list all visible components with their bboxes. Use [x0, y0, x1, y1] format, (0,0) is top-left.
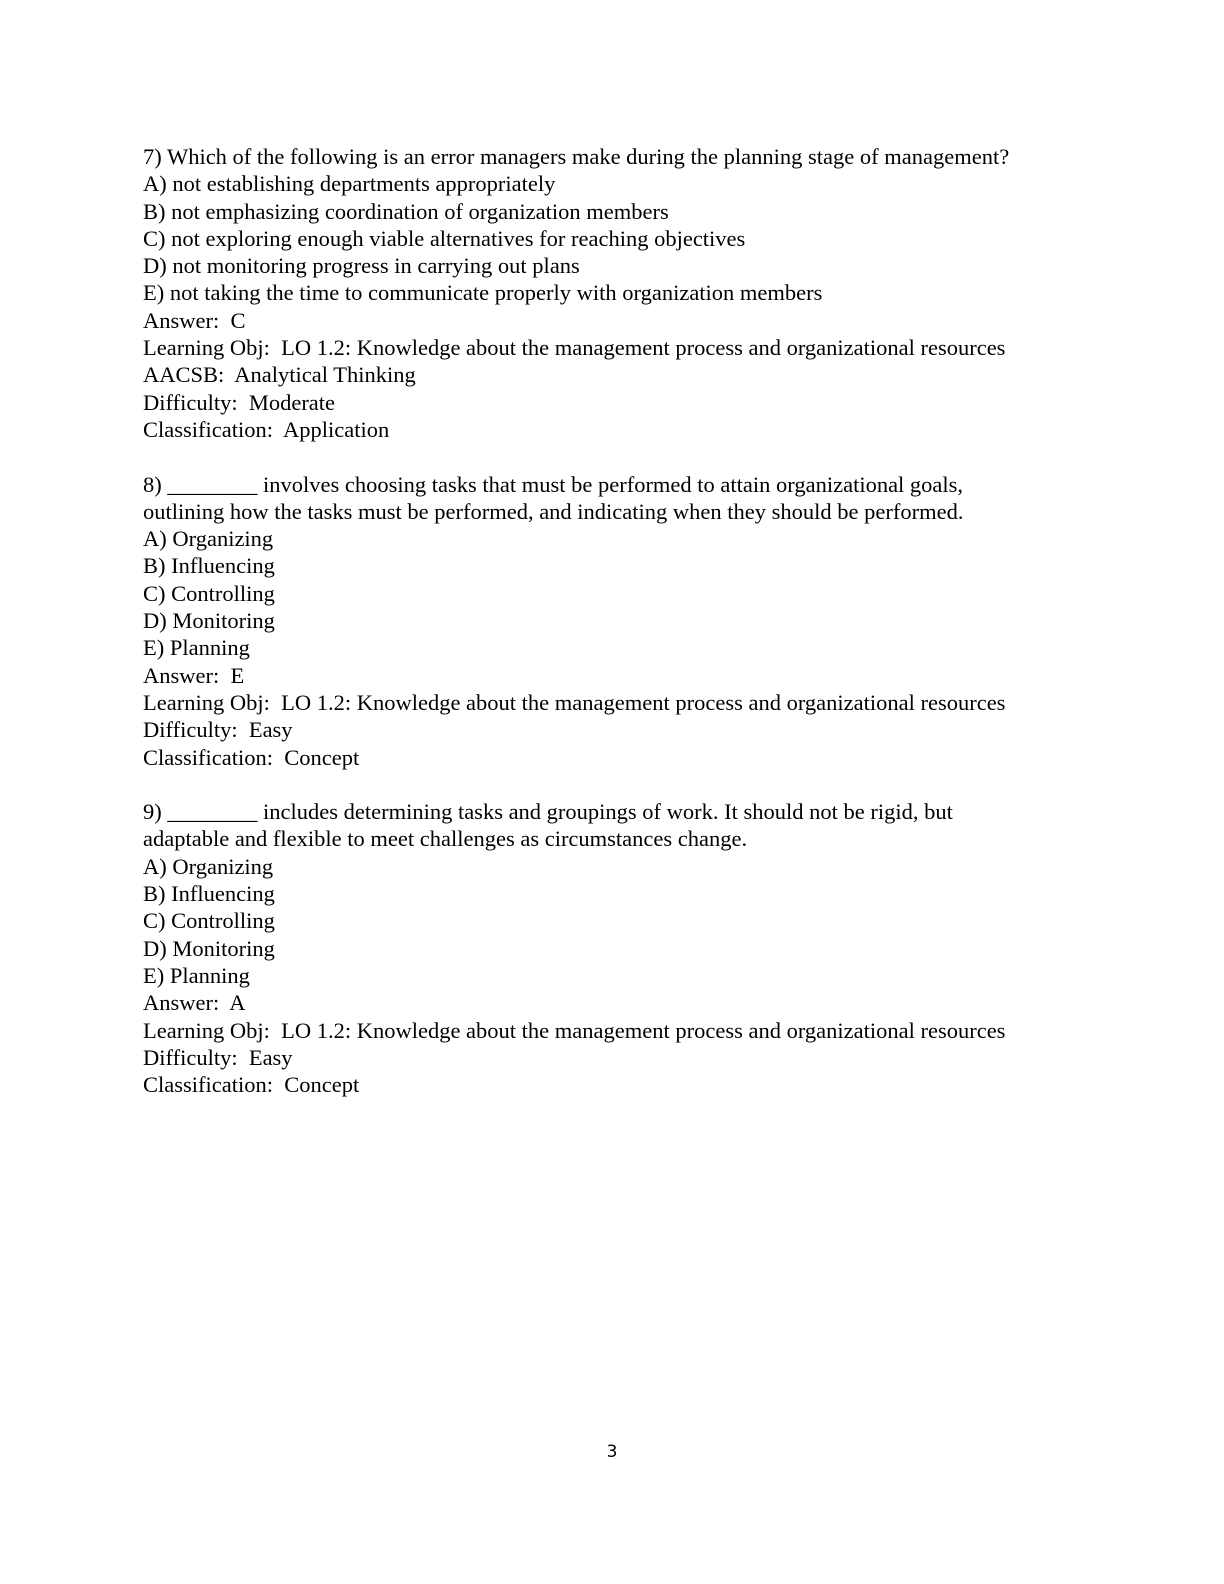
question-meta: Classification: Concept [143, 744, 360, 770]
answer-option: D) Monitoring [143, 935, 275, 961]
question-meta: Learning Obj: LO 1.2: Knowledge about the management process and organizational resources [143, 335, 1006, 361]
answer-option: D) not monitoring progress in carrying out plans [143, 253, 580, 279]
question-meta: Answer: E [143, 662, 245, 688]
question-stem: 8) ________ involves choosing tasks that must be performed to attain organizational goals, [143, 471, 964, 497]
question-block [143, 471, 1103, 771]
question-meta: Difficulty: Easy [143, 1044, 293, 1070]
question-stem: 9) ________ includes determining tasks and groupings of work. It should not be rigid, but [143, 799, 953, 825]
answer-option: E) not taking the time to communicate properly with organization members [143, 280, 823, 306]
answer-option: B) not emphasizing coordination of organization members [143, 198, 669, 224]
answer-option: B) Influencing [143, 881, 275, 907]
question-meta: Classification: Concept [143, 1072, 360, 1098]
question-meta: AACSB: Analytical Thinking [143, 362, 416, 388]
answer-option: A) not establishing departments appropriately [143, 171, 556, 197]
question-stem: 7) Which of the following is an error managers make during the planning stage of management? [143, 144, 1010, 169]
answer-option: C) Controlling [143, 580, 275, 606]
answer-option: C) not exploring enough viable alternatives for reaching objectives [143, 225, 746, 251]
answer-option: D) Monitoring [143, 608, 275, 634]
answer-option: E) Planning [143, 962, 250, 988]
question-stem: adaptable and flexible to meet challenges as circumstances change. [143, 826, 748, 852]
question-meta: Difficulty: Moderate [143, 389, 336, 415]
answer-option: A) Organizing [143, 853, 274, 879]
answer-option: E) Planning [143, 635, 250, 661]
question-meta: Difficulty: Easy [143, 717, 293, 743]
question-meta: Learning Obj: LO 1.2: Knowledge about the management process and organizational resources [143, 689, 1006, 715]
question-block [143, 798, 1103, 1098]
question-meta: Answer: A [143, 990, 246, 1016]
question-meta: Classification: Application [143, 416, 390, 442]
question-meta: Answer: C [143, 307, 246, 333]
page-number: 3 [606, 1442, 618, 1462]
answer-option: B) Influencing [143, 553, 275, 579]
question-stem: outlining how the tasks must be performed, and indicating when they should be performed. [143, 498, 964, 524]
answer-option: A) Organizing [143, 526, 274, 552]
question-meta: Learning Obj: LO 1.2: Knowledge about the management process and organizational resources [143, 1017, 1006, 1043]
answer-option: C) Controlling [143, 908, 275, 934]
document-page [143, 143, 1103, 1126]
question-block [143, 143, 1103, 443]
